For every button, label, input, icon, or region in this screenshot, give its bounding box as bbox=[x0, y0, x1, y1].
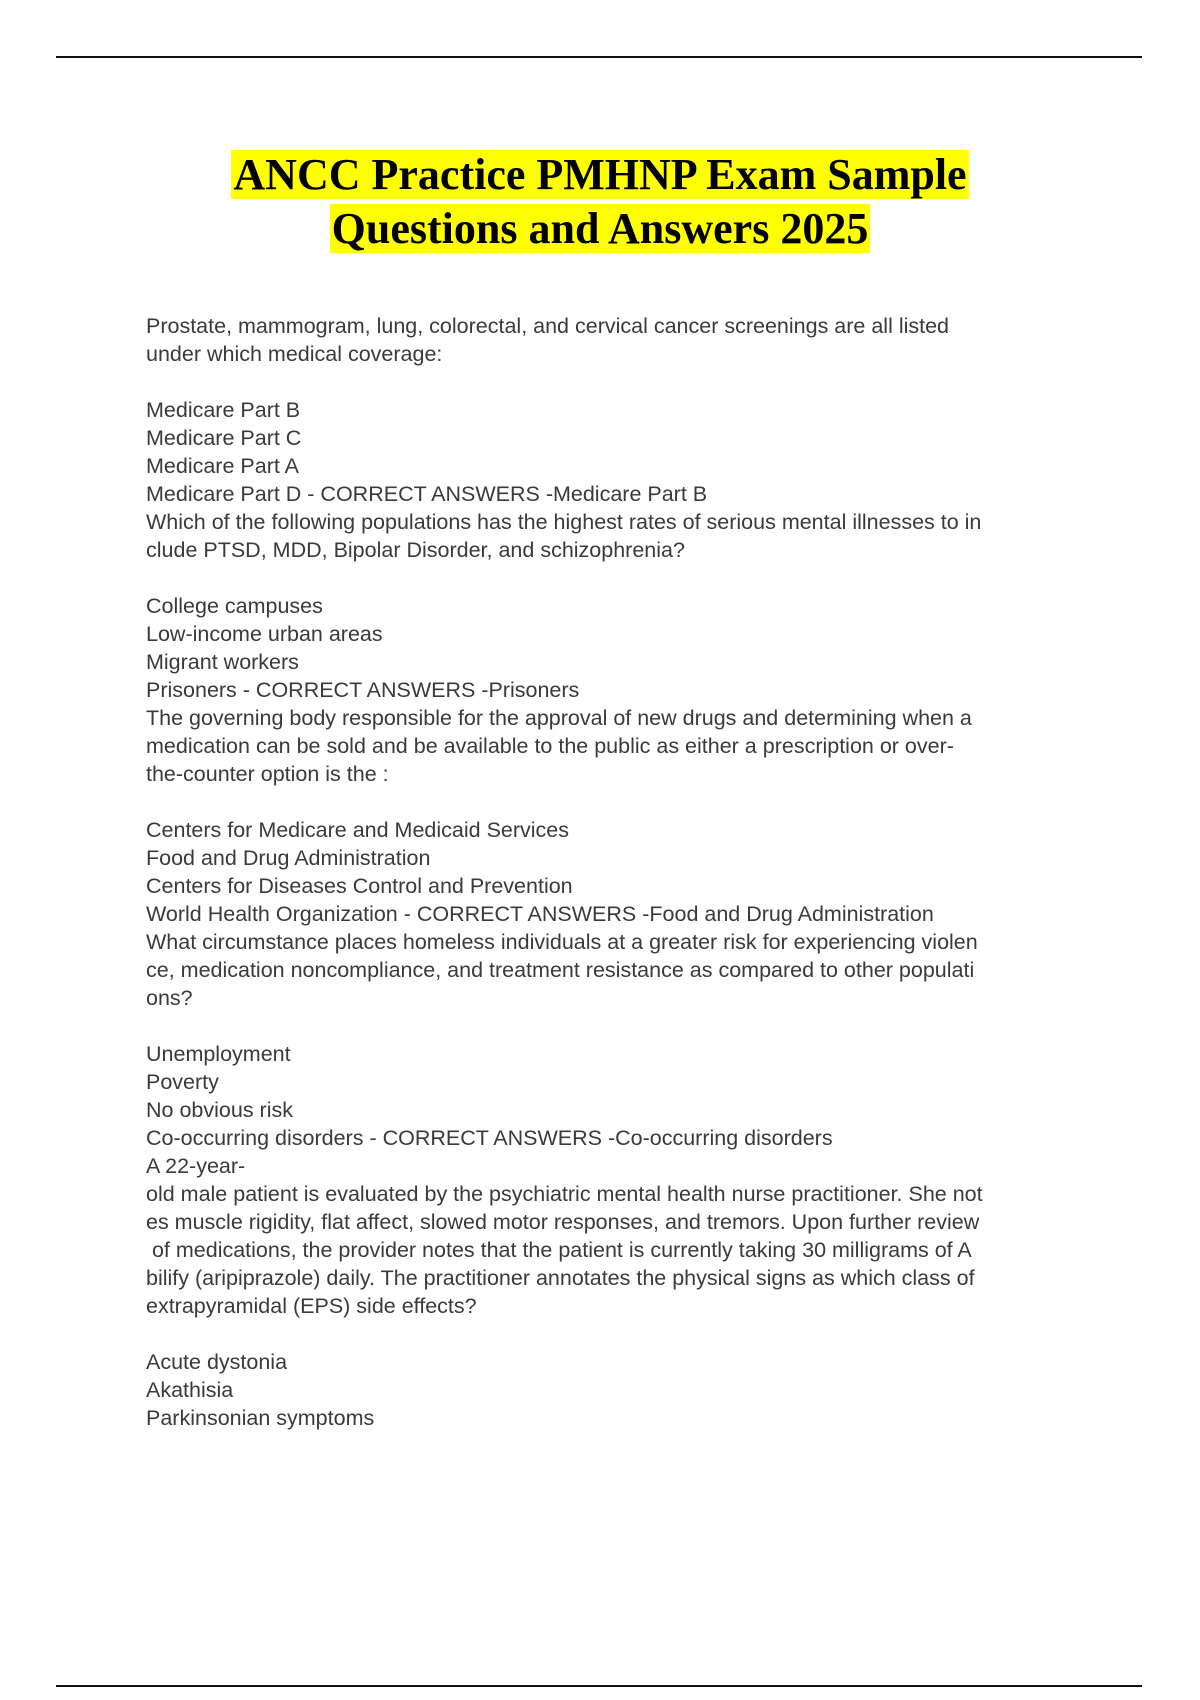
answer-option: Medicare Part C bbox=[146, 426, 302, 450]
title-line: Questions and Answers 2025 bbox=[331, 204, 869, 253]
answer-option-with-correct-answer: Medicare Part D - CORRECT ANSWERS -Medicare Part B bbox=[146, 482, 708, 506]
answer-option: Low-income urban areas bbox=[146, 622, 383, 646]
answer-option: Unemployment bbox=[146, 1042, 291, 1066]
question-text: of medications, the provider notes that the patient is currently taking 30 milligrams of A bbox=[146, 1238, 972, 1262]
question-text: Prostate, mammogram, lung, colorectal, and cervical cancer screenings are all listed bbox=[146, 314, 950, 338]
question-text: extrapyramidal (EPS) side effects? bbox=[146, 1294, 477, 1318]
question-text: ons? bbox=[146, 986, 193, 1010]
answer-option: Parkinsonian symptoms bbox=[146, 1406, 375, 1430]
answer-option: Acute dystonia bbox=[146, 1350, 288, 1374]
question-text: A 22-year- bbox=[146, 1154, 246, 1178]
answer-option: College campuses bbox=[146, 594, 323, 618]
answer-option: Medicare Part B bbox=[146, 398, 301, 422]
question-block bbox=[146, 928, 1086, 1152]
question-text: The governing body responsible for the approval of new drugs and determining when a bbox=[146, 706, 972, 730]
question-block bbox=[146, 312, 1086, 508]
answer-option: No obvious risk bbox=[146, 1098, 293, 1122]
question-text: medication can be sold and be available to the public as either a prescription or over- bbox=[146, 734, 954, 758]
question-text: es muscle rigidity, flat affect, slowed motor responses, and tremors. Upon further review bbox=[146, 1210, 980, 1234]
answer-option-with-correct-answer: Prisoners - CORRECT ANSWERS -Prisoners bbox=[146, 678, 580, 702]
answer-option: Poverty bbox=[146, 1070, 219, 1094]
answer-option: Akathisia bbox=[146, 1378, 234, 1402]
answer-option: Migrant workers bbox=[146, 650, 299, 674]
title-line: ANCC Practice PMHNP Exam Sample bbox=[233, 150, 967, 199]
question-text: bilify (aripiprazole) daily. The practitioner annotates the physical signs as which class of bbox=[146, 1266, 975, 1290]
page-title bbox=[0, 148, 1200, 256]
question-text: under which medical coverage: bbox=[146, 342, 443, 366]
answer-option-with-correct-answer: Co-occurring disorders - CORRECT ANSWERS -Co-occurring disorders bbox=[146, 1126, 833, 1150]
question-block bbox=[146, 1152, 1086, 1432]
answer-option: Food and Drug Administration bbox=[146, 846, 431, 870]
question-text: What circumstance places homeless individuals at a greater risk for experiencing violen bbox=[146, 930, 978, 954]
document-body bbox=[146, 312, 1086, 1432]
top-rule bbox=[56, 56, 1142, 58]
question-text: ce, medication noncompliance, and treatment resistance as compared to other populati bbox=[146, 958, 975, 982]
question-text: the-counter option is the : bbox=[146, 762, 389, 786]
answer-option-with-correct-answer: World Health Organization - CORRECT ANSWERS -Food and Drug Administration bbox=[146, 902, 934, 926]
question-text: old male patient is evaluated by the psychiatric mental health nurse practitioner. She not bbox=[146, 1182, 983, 1206]
question-text: clude PTSD, MDD, Bipolar Disorder, and schizophrenia? bbox=[146, 538, 685, 562]
question-block bbox=[146, 704, 1086, 928]
answer-option: Medicare Part A bbox=[146, 454, 299, 478]
question-block bbox=[146, 508, 1086, 704]
answer-option: Centers for Diseases Control and Prevention bbox=[146, 874, 573, 898]
bottom-rule bbox=[56, 1685, 1142, 1687]
answer-option: Centers for Medicare and Medicaid Services bbox=[146, 818, 570, 842]
question-text: Which of the following populations has the highest rates of serious mental illnesses to in bbox=[146, 510, 982, 534]
